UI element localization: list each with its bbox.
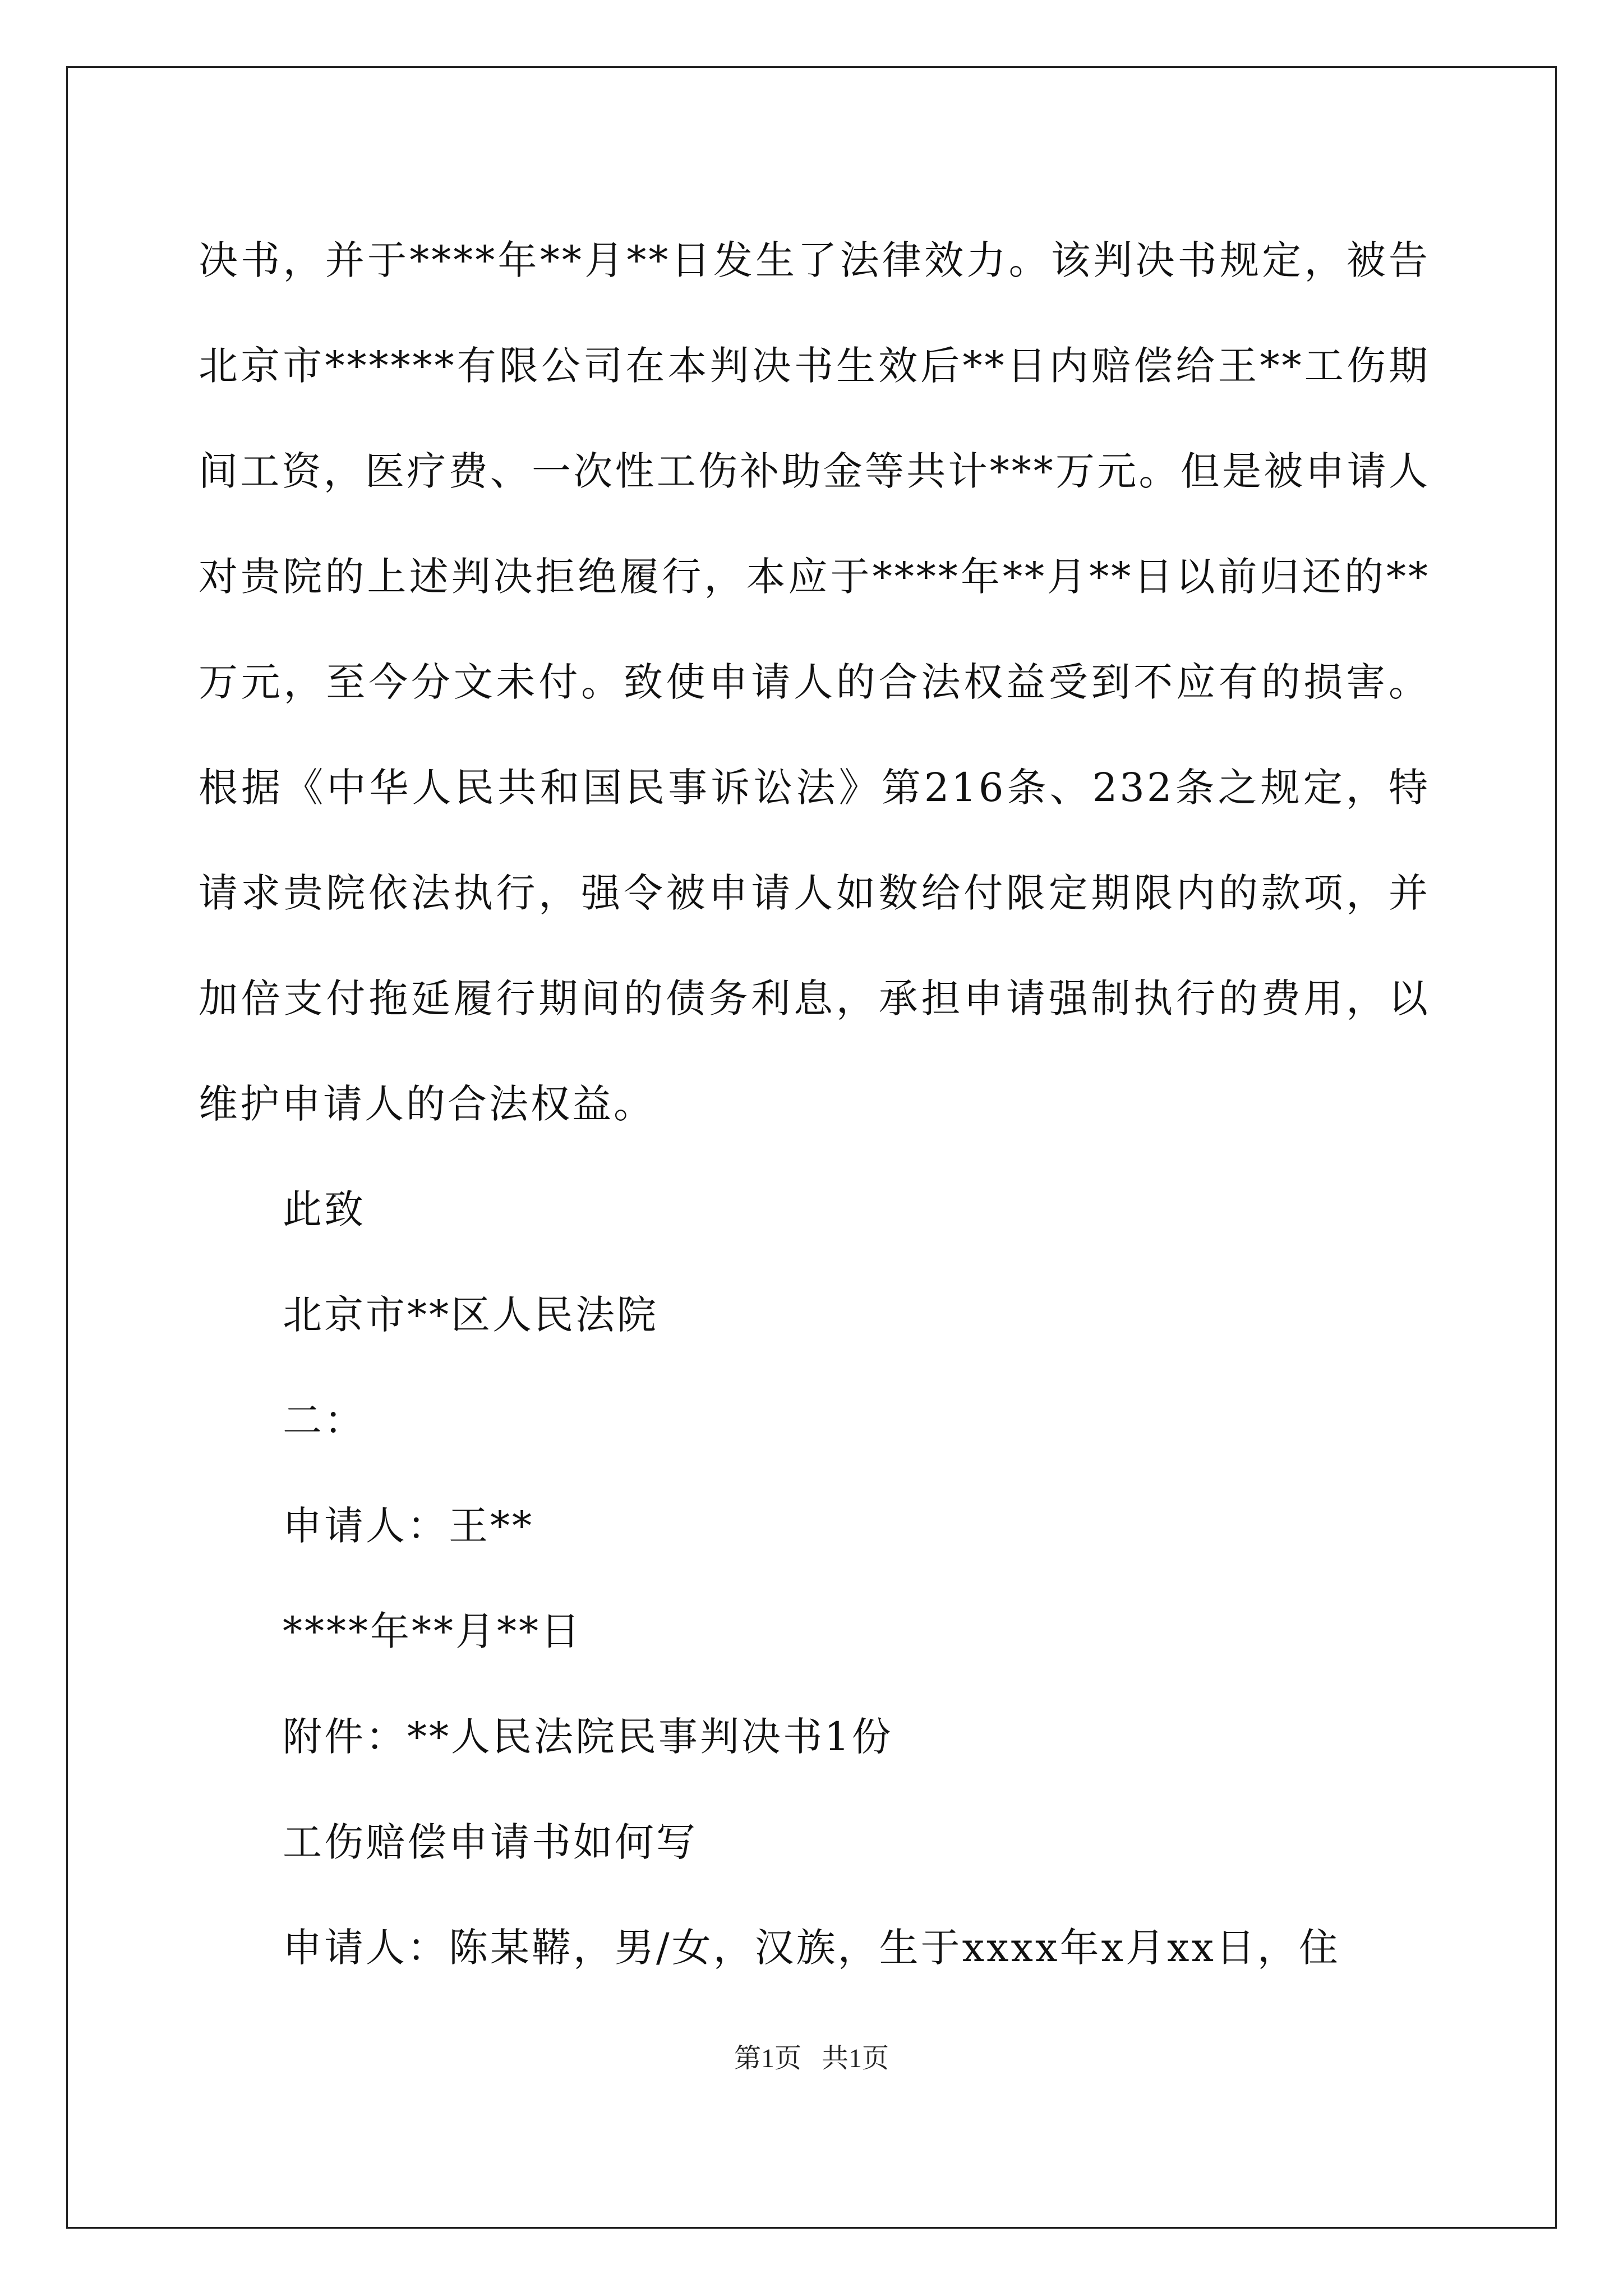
section-heading: 工伤赔偿申请书如何写 xyxy=(283,1819,698,1865)
document-body xyxy=(199,208,1430,2000)
section-two-line: 二： xyxy=(283,1397,366,1443)
applicant-info-line: 申请人：陈某鞯，男/女，汉族，生于xxxx年x月xx日，住 xyxy=(283,1925,1340,1971)
attachment-line: 附件：**人民法院民事判决书1份 xyxy=(283,1714,893,1760)
main-paragraph: 决书，并于****年**月**日发生了法律效力。该判决书规定，被告北京市******有限公司在本判决书生效后**日内赔偿给王**工伤期间工资，医疗费、一次性工伤补助金等共计***万元。但是被申请人对贵院的上述判决拒绝履行，本应于****年**月**日以前归还的**万元，至今分文未付。致使申请人的合法权益受到不应有的损害。根据《中华人民共和国民事诉讼法》第216条、232条之规定，特请求贵院依法执行，强令被申请人如数给付限定期限内的款项，并加倍支付拖延履行期间的债务利息，承担申请强制执行的费用，以维护申请人的合法权益。 xyxy=(199,237,1430,1127)
date-line: ****年**月**日 xyxy=(283,1608,582,1654)
recipient-line: 北京市**区人民法院 xyxy=(283,1292,658,1338)
closing-line: 此致 xyxy=(283,1186,366,1232)
applicant-signature: 申请人：王** xyxy=(283,1503,534,1549)
page-footer: 第1页 共1页 xyxy=(734,2044,889,2073)
